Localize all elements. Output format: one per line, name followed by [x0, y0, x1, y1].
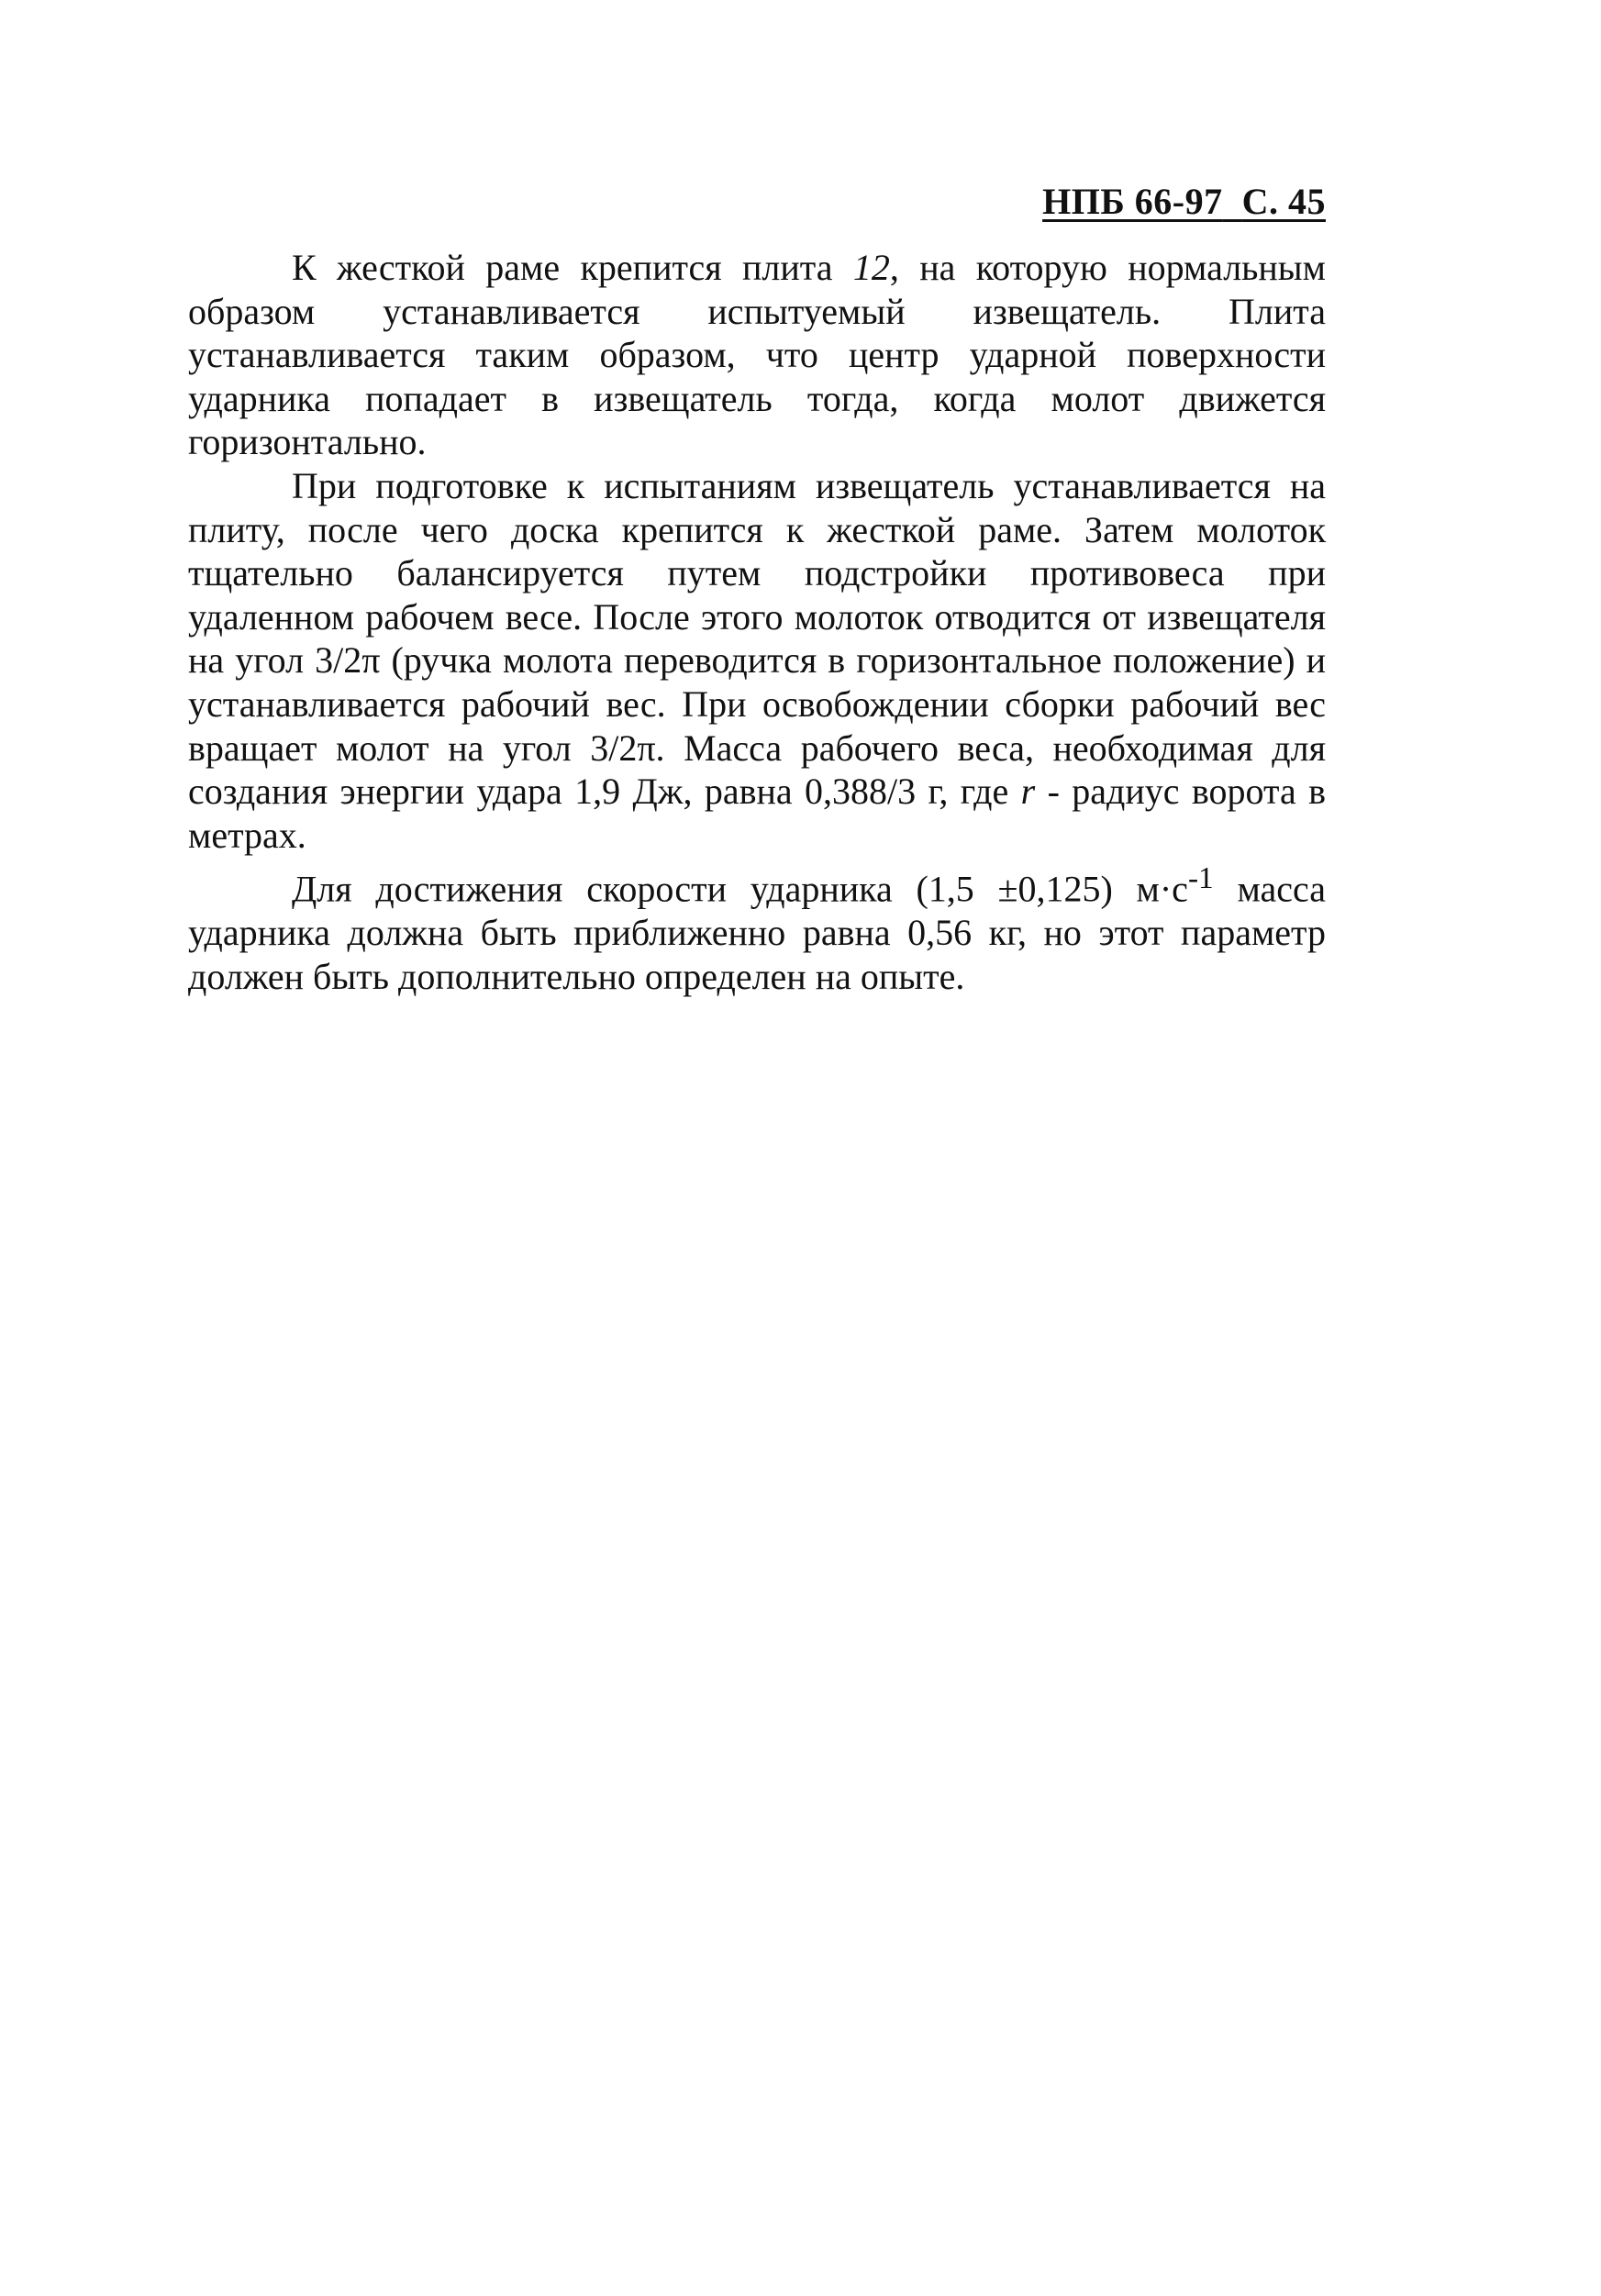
paragraph-3: Для достижения скорости ударника (1,5 ±0,125) $м\cdot с^{-1}$ масса ударника должна быть приближенно равна 0,56 кг, но этот параметр должен быть дополнительно определен на опыте.: [188, 861, 1326, 997]
page-number: С. 45: [1241, 181, 1326, 222]
plate-reference-number: 12: [852, 247, 890, 288]
document-code: НПБ 66-97: [1042, 181, 1223, 222]
unit-exponent: -1: [1187, 861, 1214, 896]
page-header: [1042, 180, 1326, 223]
body-text: [188, 246, 1326, 998]
paragraph-1: К жесткой раме крепится плита 12, на которую нормальным образом устанавливается испытуемый извещатель. Плита устанавливается таким образом, что центр ударной поверхности ударника попадает в извещатель тогда, когда молот движется горизонтально.: [188, 247, 1326, 463]
radius-variable: r: [1020, 771, 1036, 813]
paragraph-2: При подготовке к испытаниям извещатель устанавливается на плиту, после чего доска крепится к жесткой раме. Затем молоток тщательно балансируется путем подстройки противовеса при удаленном рабочем весе. После этого молоток отводится от извещателя на угол 3/2π (ручка молота переводится в горизонтальное положение) и устанавливается рабочий вес. При освобождении сборки рабочий вес вращает молот на угол 3/2π. Масса рабочего веса, необходимая для создания энергии удара 1,9 Дж, равна 0,388/3 г, где r - радиус ворота в метрах.: [188, 464, 1326, 856]
